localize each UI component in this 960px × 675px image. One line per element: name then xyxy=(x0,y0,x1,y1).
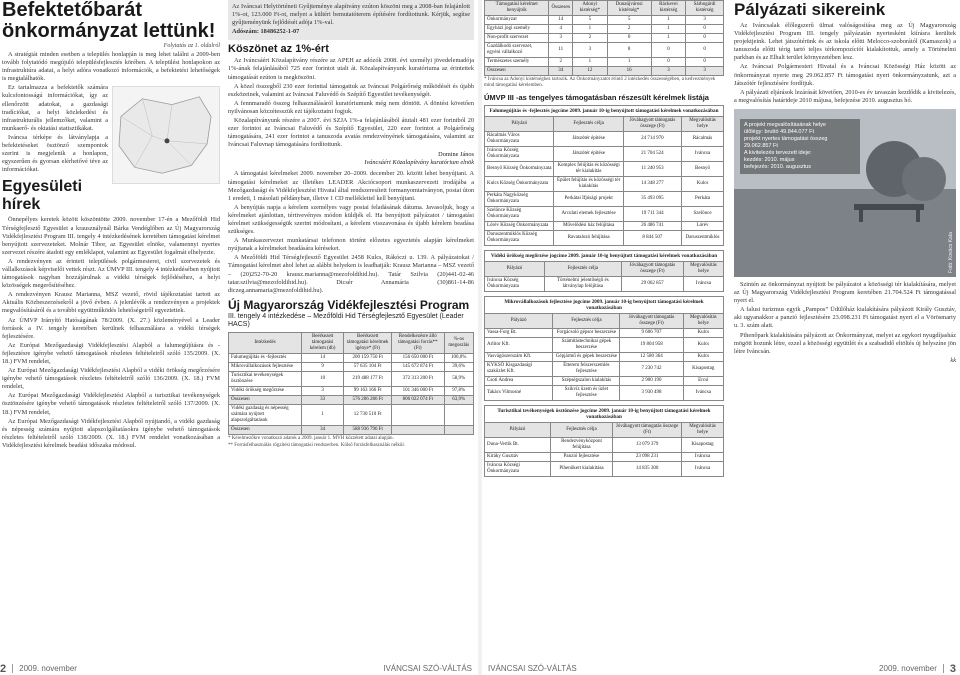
table-title: Mikrovállalkozások fejlesztése jogcíme 2009. január 10-ig benyújtott támogatási kérelmek vonatkozásában xyxy=(484,296,724,313)
table-row xyxy=(485,58,724,67)
table-cell: 19 711 344 xyxy=(623,207,681,222)
news-paragraph: Önnepélyes keretek között köszöntötte 2009. november 17-én a Mezőföldi Hid Térségfejlesztő Egyesület a krausználynál Bárka Vendéglőben az Új Magyarország Vidékfejlesztési Program III. tengely 4 intézkedésének keretében támogatást kérelmet benyújtott szervezeteket. Molnár Tibor, az Egyesület elnöke, valamennyi nyertes szervezet részére átadott egy emléklapot, valamint az Egyesület fogalmát elhelyezte. xyxy=(2,216,220,256)
table-cell: Művelődési ház felújítása xyxy=(554,222,623,231)
table-cell: 0 xyxy=(651,43,685,58)
continuation-note: Folytatás az 1. oldalról xyxy=(163,43,220,49)
table-cell: 219 488 177 Ft xyxy=(344,371,392,386)
table-cell: Vidéki gazdaság és népesség számára nyújtott alapszolgáltatások xyxy=(229,404,302,425)
table-cell: Iváncsa Község Önkormányzata xyxy=(485,277,545,292)
table-cell: 24 714 970 xyxy=(623,132,681,147)
table-cell: Ravatalozó felújítása xyxy=(554,231,623,246)
table-cell: 26 486 741 xyxy=(623,222,681,231)
table-cell: 3 930 498 xyxy=(620,386,683,401)
table-cell: 1 xyxy=(573,58,608,67)
thanks-paragraph: A fennmaradó összeg felhasználásáról kuratóriumunk még nem döntött. A döntést követően nyilvánosan közzétesszük ezt tájékoztatni fogjuk. xyxy=(228,99,474,115)
news-paragraph: Az Európai Mezőgazdasági Vidékfejlesztési Alapból nyújtandó, a vidéki gazdaság és népesség számára nyújtott alapszolgáltatásokra igénybe vehető támogatások részletes feltételeiről szóló 138/2009. (X. 18.) FVM rendelet vonatkozásában a Vidékfejlesztési kérelmek beadási időszaka módosul. xyxy=(2,417,220,449)
table-cell: Összesen xyxy=(229,395,302,404)
table-cell: 34 xyxy=(549,67,573,76)
table-row xyxy=(485,207,724,222)
left-column-1 xyxy=(2,0,220,655)
table-cell: Mikrovállalkozások fejlesztése xyxy=(229,362,302,371)
table-cell: 4 xyxy=(549,25,573,34)
table-row xyxy=(485,192,724,207)
caption-line: projekt nyertes támogatási összeg xyxy=(744,135,828,142)
table-cell: 99 163 166 Ft xyxy=(344,386,392,395)
table-cell: Szikvíz üzem és üzlet fejlesztése xyxy=(553,386,620,401)
table-header: Dunaújvárosi kistérség* xyxy=(607,1,651,16)
table-row xyxy=(229,395,474,404)
table-cell: Non-profit szervezet xyxy=(485,34,549,43)
table-cell: 806 022 074 Ft xyxy=(392,395,444,404)
signature-role: Iváncsáért Közalapítvány kuratórium elnök xyxy=(364,159,474,167)
section-title-umvp: Új Magyarország Vidékfejlesztési Program xyxy=(228,297,470,312)
table-cell: Kulcs xyxy=(683,353,723,362)
table-row xyxy=(485,438,724,453)
table-cell: Természetes személy xyxy=(485,58,549,67)
table-header: Pályázó xyxy=(485,117,554,132)
table-cell: 2 xyxy=(573,34,608,43)
caption-line: befejezés: 2010. augusztus xyxy=(744,163,811,170)
table-cell: 2 900 190 xyxy=(620,377,683,386)
grants-paragraph: A falusi turizmus egyik „Pampos” Üdülőház kialakítására pályázott Király Gusztáv, aki ugyanakkor a panzió fejlesztésére 23.098.231 Ft támogatást nyert el a Vörösmarty u. 3. szám alatt. xyxy=(734,306,956,330)
table-cell: Panzió fejlesztése xyxy=(550,453,612,462)
table-header: Összesen xyxy=(549,1,573,16)
article-title-grants: Pályázati sikereink xyxy=(734,0,886,19)
table-cell: 100,0% xyxy=(444,353,473,362)
table-cell: 3 xyxy=(573,43,608,58)
table-cell: 63,9% xyxy=(444,395,473,404)
leader-paragraph: A Munkaszervezet munkatársai telefonon történt előzetes egyeztetés alapján kérelmeket nyújtanak a kérelmeket beadására kéréseket. xyxy=(228,237,474,253)
table-header: Pályázó xyxy=(485,423,551,438)
table-cell: 1 xyxy=(651,25,685,34)
table-header: Jóváhagyott támogatás összege (Ft) xyxy=(620,314,683,329)
table-header: Fejlesztés célja xyxy=(544,262,621,277)
table-cell: 145 672 874 Ft xyxy=(392,362,444,371)
table-cell: Besnyő Község Önkormányzata xyxy=(485,162,554,177)
section-subtitle-umvp: III. tengely 4 intézkedése – Mezőföldi Hid Térségfejlesztő Egyesület (Leader HACS) xyxy=(228,312,464,328)
table-cell: 1 xyxy=(573,25,608,34)
grants-paragraph: A pályázati eljárások lezárását követően, 2010-es év tavaszán kezdődik a kivitelezés, a megvalósítás határideje 2010 májusa, befejezése 2010. augusztus hó. xyxy=(734,88,956,104)
tourism-body xyxy=(485,438,724,477)
table-cell: 39,6% xyxy=(444,362,473,371)
table-cell: 58,9% xyxy=(444,371,473,386)
table-row xyxy=(485,67,724,76)
table-cell: Pihenőkert kialakítása xyxy=(550,462,612,477)
photo-credit: Fotó: Kovács Kata xyxy=(948,232,954,273)
table-cell: Arlitor Kft. xyxy=(485,338,553,353)
table-row xyxy=(485,132,724,147)
table-cell: Szelönce Község Önkormányzata xyxy=(485,207,554,222)
table-cell: Kulcs xyxy=(683,338,723,353)
table-cell: 21 704 524 xyxy=(623,147,681,162)
table-cell: Épület felújítás és közösségi tér kialakítás xyxy=(554,177,623,192)
count-table-body xyxy=(485,16,724,76)
donation-notice-box xyxy=(228,0,474,40)
table-cell: Iváncsa xyxy=(683,386,723,401)
table-header: Jóváhagyott támogatás összege (Ft) xyxy=(623,117,681,132)
table-cell: Kulcs Község Önkormányzata xyxy=(485,177,554,192)
table-cell: Iváncsa xyxy=(682,453,724,462)
table-cell: Rácalmás xyxy=(682,132,724,147)
left-page xyxy=(0,0,478,675)
table-cell: 3 xyxy=(549,34,573,43)
table-header: Pályázó xyxy=(485,314,553,329)
table-cell: Önkormányzat xyxy=(485,16,549,25)
table-header: Megvalósítás helye xyxy=(682,423,724,438)
table-row xyxy=(229,371,474,386)
intro-paragraph: A stratégiát minden esetben a település honlapján is meg lehet találni a 2009-ben tovább folytatódó megújuló településfejlesztés körében. A települési honlapokon az infrastruktúra adatai, a helyi adóra vonatkozó információk, a befektetési lehetőségek is megtalálhatók. xyxy=(2,51,220,83)
caption-line: A kivitelezés tervezett ideje: xyxy=(744,149,812,156)
table-cell: 3 xyxy=(686,16,724,25)
table-cell: Lórév xyxy=(682,222,724,231)
table-cell: Turisztikai tevékenységek ösztönzése xyxy=(229,371,302,386)
tax-number: Adószám: 18486252-1-07 xyxy=(232,28,300,36)
table-cell: Vasvágószerszám Kft. xyxy=(485,353,553,362)
news-paragraph: A rendezvényen Krausz Marianna, MSZ vezető, rövid tájékoztatást tartott az Aktuális Közbeszerzésekről a jövő évben. A jelenlévők a rendezvényen a projektek megvalósításáról és a további együttműködés lehetőségeiről egyeztettek. xyxy=(2,291,220,315)
news-paragraph: Az Európai Mezőgazdasági Vidékfejlesztési Alapból a vidéki örökség megőrzésére igénybe vehető támogatások részletes feltételeiről szóló 136/2009. (X. 18.) FVM rendelet, xyxy=(2,367,220,391)
table-cell: Perkáta Nagyközség Önkormányzata xyxy=(485,192,554,207)
news-paragraph: Az Európai Mezőgazdasági Vidékfejlesztési Alapból a falumegújításra és -fejlesztésre igénybe vehető támogatások részletes feltételeiről szóló 135/2009. (X. 18.) FVM rendelet, xyxy=(2,341,220,365)
table-cell: Csoti Andrea xyxy=(485,377,553,386)
table-cell: Iváncsa xyxy=(682,462,724,477)
table-row xyxy=(485,277,724,292)
table-header: Fejlesztés célja xyxy=(554,117,623,132)
table-title: Falumegújítás és -fejlesztés jogcíme 2009. január 10-ig benyújtott támogatási kérelmek vonatkozásában xyxy=(484,105,724,116)
table-header: Rendelkezésre álló támogatási forrás** (Ft) xyxy=(392,332,444,353)
table-cell: 1 xyxy=(651,16,685,25)
right-page xyxy=(482,0,960,675)
signature-name: Domine János xyxy=(438,151,474,159)
table-cell: 156 650 000 Ft xyxy=(392,353,444,362)
table-cell: Kulcs xyxy=(683,329,723,338)
caption-line: kezdés: 2010. május xyxy=(744,156,795,163)
table-cell: 0 xyxy=(686,25,724,34)
table-cell: Gépjármű és gépek beszerzése xyxy=(553,353,620,362)
table-header: Beérkezett támogatási kérelem (db) xyxy=(302,332,344,353)
table-cell: Egyházi jogi személy xyxy=(485,25,549,34)
heritage-body xyxy=(485,277,724,292)
right-column-article xyxy=(734,0,956,655)
table-header: %-os megoszlás xyxy=(444,332,473,353)
table-row xyxy=(485,329,724,338)
heritage-table xyxy=(484,261,724,292)
table-cell: Vassa-Forg Bt. xyxy=(485,329,553,338)
table-cell: Számítástechnikai gépek beszerzése xyxy=(553,338,620,353)
table-cell: Vidéki örökség megőrzése xyxy=(229,386,302,395)
table-cell: Szépségszalon kialakítás xyxy=(553,377,620,386)
table-cell: Takács Vilmosné xyxy=(485,386,553,401)
map-icon xyxy=(113,87,219,183)
table-cell: 8 844 507 xyxy=(623,231,681,246)
table-cell: KYKSÓ Kisgazdasági szaküzlet Kft. xyxy=(485,362,553,377)
table-cell: 0 xyxy=(607,34,651,43)
table-cell: Játszótér építése xyxy=(554,147,623,162)
table-cell: 0 xyxy=(686,43,724,58)
table-cell: 5 xyxy=(573,16,608,25)
table-cell: 1 xyxy=(607,58,651,67)
table-cell: Daruszentmiklós xyxy=(682,231,724,246)
table-cell: 3 xyxy=(651,67,685,76)
table-row xyxy=(485,462,724,477)
table-note: * Kérelmezőkre vonatkozó adatok a 2009. január 1. MVH közzétett adatai alapján. xyxy=(228,435,394,441)
table-cell: Kisapostag xyxy=(682,438,724,453)
table-cell: 23 098 231 xyxy=(613,453,682,462)
table-row xyxy=(229,425,474,434)
footer-divider xyxy=(943,664,944,673)
table-row xyxy=(485,147,724,162)
table-cell xyxy=(392,425,444,434)
table-row xyxy=(485,222,724,231)
table-cell xyxy=(444,425,473,434)
news-paragraph: A rendezvényen az érintett települések polgármesterei, civil szervezetek és vállalkozások képviselői vettek részt. Az ÚMVP III. tengely 4 intézkedésében nyújtott támogatások nagyban hozzájárulnak a vidéki térségek fejlődéséhez, a helyi közösségek megerősítéséhez. xyxy=(2,257,220,290)
donation-notice: Az Iváncsai Helytörténeti Gyűjteménye alapítvány ezúton köszöni meg a 2008-ban felajánlott 1%-ot, 123.000 Ft-ot, melyet a kültéri bemutatóterem építésére fordítottunk. Kérjük, segítse gyűjteményünk fejlődését adója 1%-val. xyxy=(232,3,470,27)
table-cell: 372 313 200 Ft xyxy=(392,371,444,386)
table-header: Pályázó xyxy=(485,262,545,277)
table-cell: 11 xyxy=(549,43,573,58)
grants-paragraph: Szintén az önkormányzat nyújtott be pályázatot a közösségi tér kialakítására, melyet az Új Magyarország Vidékfejlesztési Program keretében 21.704.524 Ft támogatással nyert el. xyxy=(734,280,956,305)
caption-line: 29.062.857 Ft xyxy=(744,142,778,149)
table-cell: 7 230 742 xyxy=(620,362,683,377)
page-number: 3 xyxy=(949,662,956,675)
grants-paragraph: Az Iváncsalak élőlegszerű ülmai valóságosítása meg az Új Magyarország Vidékfejlesztési Program III. tengely pályázatán nyertesként kiírásra kerültek projektjeink. Lehet játszótérünk és az iskola előtti Melocco-szoborától (Kamaszok) a tanuszoda előtti térig tartó teljes térkompozíciót kialakítottuk, amely a Történelmi parkban és az Elhalt terület környezetében lesz. xyxy=(734,22,956,62)
table-cell: Történelmi jelentőségű és látványlap felújítása xyxy=(544,277,621,292)
table-cell: Arculati elemek fejlesztése xyxy=(554,207,623,222)
table-row xyxy=(485,453,724,462)
table-cell: Komplex felújítás és közösségi tér kialakítás xyxy=(554,162,623,177)
table-cell: 9 606 707 xyxy=(620,329,683,338)
news-paragraph: Az ÚMVP Irányító Hatóságának 78/2009. (X. 27.) közleményével a Leader források a IV. tengely keretében kerülnek felhasználásra a vidéki térségek fejlesztésére. xyxy=(2,316,220,340)
micro-enterprise-body xyxy=(485,329,724,401)
table-cell: Iváncsa Község Önkormányzata xyxy=(485,147,554,162)
table-cell: 14 xyxy=(549,16,573,25)
table-header: Beérkezett támogatási kérelmek igénye* (Ft) xyxy=(344,332,392,353)
table-cell: Besnyő xyxy=(682,162,724,177)
table-cell: 1 xyxy=(302,404,344,425)
table-cell: Lórév Község Önkormányzata xyxy=(485,222,554,231)
footer-publication: IVÁNCSAI SZÓ-VÁLTÁS xyxy=(488,664,577,673)
footer-publication: IVÁNCSAI SZÓ-VÁLTÁS xyxy=(383,664,472,673)
table-cell: Iváncsa Községi Önkormányzata xyxy=(485,462,551,477)
table-row xyxy=(229,362,474,371)
table-cell: 2 xyxy=(607,25,651,34)
table-cell: 8 xyxy=(607,43,651,58)
table-cell: Összesen xyxy=(485,67,549,76)
leader-paragraph: A Mezőföldi Hid Térségfejlesztő Egyesület 2458 Kulcs, Rákóczi u. 139. A pályázatokat / Támogatási kérelmet ahol lehet az alábbi helyeken is leadhatják: Krausz Marianna – MSZ vezető – (20)252-70-20 krausz.marianna@mezofoldihid.hu). Tatár Szilvia (20)441-02-46 tatar.szilvia@mezofoldihid.hu). Dicsér Annamária (30)861-14-86 diczeg.annamaria@mezofoldihid.hu). xyxy=(228,254,474,294)
tourism-table xyxy=(484,422,724,477)
table-cell: 11 240 953 xyxy=(623,162,681,177)
table-cell: 10 xyxy=(302,371,344,386)
table-cell: Falumegújítás és -fejlesztés xyxy=(229,353,302,362)
table-cell: 12 xyxy=(573,67,608,76)
table-title: Turisztikai tevékenységek ösztönzése jogcíme 2009. január 10-ig benyújtott támogatási kérelmek vonatkozásában xyxy=(484,405,724,422)
table-cell: Iváncsa xyxy=(682,147,724,162)
grants-paragraph: Az Iváncsai Polgármesteri Hivatal és a Iváncsai Közösségi Ház között az önkormányzat nyerte meg 29.062.857 Ft támogatást nyert önkormányzatunk, azt a Játszótér fejlesztésére fordítjuk. xyxy=(734,63,956,87)
caption-line: ülőlégy: bruttó 49.844.077 Ft xyxy=(744,128,815,135)
table-cell: 2 xyxy=(549,58,573,67)
table-cell: Étterem felszerszemlés fejlesztése xyxy=(553,362,620,377)
leader-paragraph: A benyújtás napja a kérelem személyes vagy postai feladásának dátuma. Javasoljuk, hogy a kérelmeket ajánlottan, tértivevényes módon küldjék el. Ha benyújtott pályázatot / támogatási kérelmet szükségességük szerint módosítani, a kérelem visszavonása és újabb kérelem beadása szükséges. xyxy=(228,203,474,236)
table-header: Jóváhagyott támogatás összege (Ft) xyxy=(621,262,683,277)
thanks-paragraph: Az Iváncsáért Közalapítvány részére az APEH az adózók 2008. évi személyi jövedelemadója 1%-ának felajánlásából 725 ezer forintot utalt át. Közalapítványunk kuratóriuma az érintettek támogatását ezúton is megköszöni. xyxy=(228,57,474,81)
right-footer xyxy=(482,662,960,675)
table-header: Fejlesztés célja xyxy=(550,423,612,438)
caption-line: A projekt megvalósításának helye xyxy=(744,121,826,128)
table-cell: 101 346 000 Ft xyxy=(392,386,444,395)
table-cell: 16 xyxy=(607,67,651,76)
table-cell: 12 580 364 xyxy=(620,353,683,362)
applicant-count-table xyxy=(484,0,724,76)
table-cell: 14 xyxy=(302,353,344,362)
table-cell: Kiráky Gusztáv xyxy=(485,453,551,462)
table-header: Megvalósítás helye xyxy=(683,262,723,277)
table-cell: 33 xyxy=(302,395,344,404)
table-row xyxy=(485,353,724,362)
left-column-2 xyxy=(228,0,474,655)
table-row xyxy=(485,16,724,25)
table-row xyxy=(485,362,724,377)
table-cell: 97,8% xyxy=(444,386,473,395)
footer-date: 2009. november xyxy=(19,664,77,673)
table-cell: Szelönce xyxy=(682,207,724,222)
article-paragraph: Iváncsa térképe és látványlapja a befektetéseket ösztönző szempontok szerint is megjelenik a honlapon, egyszerűen és gyorsan elérhetővé téve az információkat. xyxy=(2,133,108,174)
table-cell: Kulcs xyxy=(682,177,724,192)
grants-paragraph: Pihenőpark kialakítására pályázott az Önkormányzat, melyet az egykori nyugdíjasház mögött hozunk létre, ezzel a közösségi együttlét és a szabadidő eltöltés új helyszíne jön létre Iváncsán. xyxy=(734,331,956,355)
micro-enterprise-table xyxy=(484,313,724,401)
project-photo xyxy=(734,109,956,277)
table-cell: 0 xyxy=(686,34,724,43)
table-header: Fejlesztés célja xyxy=(553,314,620,329)
table-row xyxy=(485,338,724,353)
table-cell: 0 xyxy=(651,58,685,67)
table-row xyxy=(485,386,724,401)
table-cell: Forgácsoló gépsor beszerzése xyxy=(553,329,620,338)
table-cell: 1 xyxy=(651,34,685,43)
table-header: Adonyi kistérség* xyxy=(573,1,608,16)
table-row xyxy=(229,353,474,362)
table-cell: Iváncsa xyxy=(683,277,723,292)
table-cell: Ercsi xyxy=(683,377,723,386)
table-cell: 13 079 379 xyxy=(613,438,682,453)
table-cell: 200 159 750 Ft xyxy=(344,353,392,362)
table-note: ** Forrásfelhasználás rögzítési támogatási rendszerben. Külső forrásfelhasználás nélkül. xyxy=(228,442,406,448)
table-header: Sárbogárdi kistérség xyxy=(686,1,724,16)
table-row xyxy=(485,25,724,34)
table-note: * Iváncsa az Adonyi kistérséghez tartozik. Az Önkormányzatot érintő 2 intézkedés összességében, a kedvezmények mind támogatási kérelemben. xyxy=(484,77,716,88)
table-header: Megvalósítás helye xyxy=(683,314,723,329)
photo-caption xyxy=(740,119,860,174)
table-cell: Kisapostag xyxy=(683,362,723,377)
village-renewal-body xyxy=(485,132,724,246)
hacs-summary-table xyxy=(228,332,474,435)
table-cell: 34 xyxy=(302,425,344,434)
table-cell: Daruszentmiklós Község Önkormányzata xyxy=(485,231,554,246)
table-cell: 576 206 286 Ft xyxy=(344,395,392,404)
section-title-news: Egyesületi hírek xyxy=(2,178,83,214)
table-cell: Perkátai Ifjúsági projekt xyxy=(554,192,623,207)
table-header: Intézkedés xyxy=(229,332,302,353)
news-paragraph: Az Európai Mezőgazdasági Vidékfejlesztési Alapból a turisztikai tevékenységek ösztönzésére igénybe vehető támogatások részletes feltételeiről szóló 137/2009. (X. 18.) FVM rendelet, xyxy=(2,392,220,416)
table-row xyxy=(485,377,724,386)
table-cell: Összesen xyxy=(229,425,302,434)
village-renewal-table xyxy=(484,116,724,246)
table-row xyxy=(229,404,474,425)
table-cell: 9 xyxy=(302,362,344,371)
table-row xyxy=(485,34,724,43)
awarded-list-heading: ÚMVP III -as tengelyes támogatásban részesült kérelmek listája xyxy=(484,93,709,102)
thanks-paragraph: A közel összegből 230 ezer forinttal támogattuk az Iváncsai Polgárőrség működését és újabb eszközeinek, valamint az Iváncsai Faluvédő és Szépítő Egyesület tevékenységét. xyxy=(228,82,474,98)
table-cell: Perkáta xyxy=(682,192,724,207)
table-cell: 29 062 857 xyxy=(621,277,683,292)
leader-paragraph: A támogatási kérelmeket 2009. november 20–2009. december 20. között lehet benyújtani. A támogatási kérelmeket az illetékes LEADER Akciócsoport munkaszervezeti irodájába a Mezőgazdasági és Vidékfejlesztési Hivatal által rendszeresített formanyomtatványon, postai úton 1 eredeti, 1 másolati példányban, illetve 1 CD melléklettel kell benyújtani. xyxy=(228,170,474,202)
table-row xyxy=(485,177,724,192)
table-header: Megvalósítás helye xyxy=(682,117,724,132)
table-cell: 19 804 958 xyxy=(620,338,683,353)
table-row xyxy=(485,162,724,177)
table-title: Vidéki örökség megőrzése jogcíme 2009. január 10-ig benyújtott támogatási kérelmek vonatkozásában xyxy=(484,250,724,261)
article-title: Befektetőbarát önkormányzat lettünk! xyxy=(2,0,216,42)
table-cell: 0 xyxy=(686,58,724,67)
thanks-paragraph: Közalapítványunk részére a 2007. évi SZJA 1%-a felajánlásából átutalt 481 ezer forintból 20 ezer forintot az Iváncsai Faluvédő és Szépítő Egyesület, 220 ezer forintot a Polgárőrség támogatására, 241 ezer forintot a tanuszoda avatás rendezvényének támogatására, valamint az Iváncsai Faluvnap támogatására fordítottunk. xyxy=(228,117,474,149)
author-initials: kk xyxy=(950,356,956,364)
footer-date: 2009. november xyxy=(879,664,937,673)
table-row xyxy=(229,386,474,395)
table-cell: Rendezvényközpont felújítása xyxy=(550,438,612,453)
table-cell: 57 635 104 Ft xyxy=(344,362,392,371)
right-column-tables xyxy=(484,0,724,655)
table-cell: 3 xyxy=(302,386,344,395)
table-row xyxy=(485,231,724,246)
page-number: 2 xyxy=(0,662,7,675)
table-header: Ráckevei kistérség xyxy=(651,1,685,16)
settlement-map xyxy=(112,86,220,184)
table-header: Jóváhagyott támogatás összege (Ft) xyxy=(613,423,682,438)
table-cell: 14 348 277 xyxy=(623,177,681,192)
table-header: Támogatási kérelmet benyújtók xyxy=(485,1,549,16)
table-cell: 3 xyxy=(686,67,724,76)
table-cell: 14 835 300 xyxy=(613,462,682,477)
table-row xyxy=(485,43,724,58)
table-cell xyxy=(444,404,473,425)
table-cell: Gazdálkodó szervezet, egyéni vállalkozó xyxy=(485,43,549,58)
table-cell: 5 xyxy=(607,16,651,25)
hacs-table-body xyxy=(229,353,474,434)
article-paragraph: Ez tartalmazza a befektetők számára kulcsfontosságú információkat, így az ellenőrzött adatokat, a gazdasági tradíciókat, a helyi közlekedési és infrastrukturális jellemzőket, valamint a munkaerő- és oktatási statisztikákat. xyxy=(2,84,108,132)
table-cell: Duna-Vertik Bt. xyxy=(485,438,551,453)
section-title-thanks: Köszönet az 1%-ért xyxy=(228,43,329,56)
table-cell: 12 730 510 Ft xyxy=(344,404,392,425)
table-cell: Rácalmás Város Önkormányzata xyxy=(485,132,554,147)
table-cell: 35 493 095 xyxy=(623,192,681,207)
table-cell: 588 936 796 Ft xyxy=(344,425,392,434)
left-footer xyxy=(0,662,478,675)
table-cell xyxy=(392,404,444,425)
table-cell: Játszótér építése xyxy=(554,132,623,147)
footer-divider xyxy=(12,664,13,673)
